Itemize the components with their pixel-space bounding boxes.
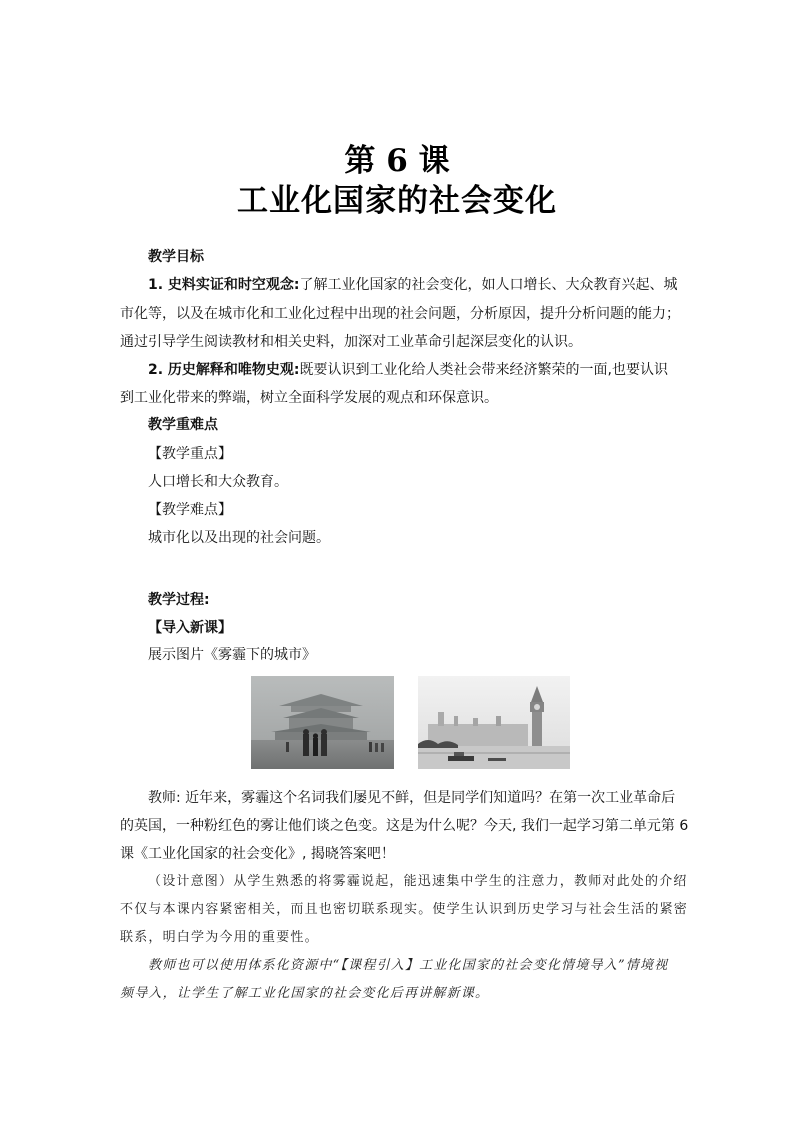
objective-1-text: 了解工业化国家的社会变化，如人口增长、大众教育兴起、城 bbox=[299, 277, 678, 293]
design-line-1: （设计意图）从学生熟悉的将雾霾说起，能迅速集中学生的注意力，教师对此处的介绍 bbox=[148, 874, 688, 889]
teacher-line-1: 教师: 近年来，雾霾这个名词我们屡见不鲜，但是同学们知道吗？在第一次工业革命后 bbox=[148, 790, 676, 806]
smog-temple-photo bbox=[251, 676, 394, 769]
intro-label: 【导入新课】 bbox=[148, 620, 232, 636]
smog-london-photo bbox=[418, 676, 570, 769]
resource-line-2: 频导入，让学生了解工业化国家的社会变化后再讲解新课。 bbox=[120, 986, 490, 1001]
objective-2-text: 既要认识到工业化给人类社会带来经济繁荣的一面,也要认识 bbox=[299, 362, 668, 378]
focus-label: 【教学重点】 bbox=[148, 446, 232, 462]
objective-1-line-1 bbox=[148, 275, 708, 295]
objective-1-line-3: 通过引导学生阅读教材和相关史料，加深对工业革命引起深层变化的认识。 bbox=[120, 334, 582, 350]
objective-2-label: 2. 历史解释和唯物史观: bbox=[148, 362, 300, 378]
design-line-2: 不仅与本课内容紧密相关，而且也密切联系现实。使学生认识到历史学习与社会生活的紧密 bbox=[120, 902, 689, 917]
intro-text: 展示图片《雾霾下的城市》 bbox=[148, 647, 316, 663]
difficulty-label: 【教学难点】 bbox=[148, 502, 232, 518]
lesson-title: 工业化国家的社会变化 bbox=[237, 183, 557, 219]
objective-1-line-2: 市化等，以及在城市化和工业化过程中出现的社会问题，分析原因，提升分析问题的能力； bbox=[120, 306, 680, 322]
lesson-number: 第 6 课 bbox=[344, 143, 450, 179]
resource-line-1: 教师也可以使用体系化资源中“【课程引入】工业化国家的社会变化情境导入”情境视 bbox=[148, 958, 669, 973]
process-heading: 教学过程: bbox=[148, 592, 210, 608]
design-line-3: 联系，明白学为今用的重要性。 bbox=[120, 930, 319, 945]
objective-2-line-2: 到工业化带来的弊端，树立全面科学发展的观点和环保意识。 bbox=[120, 390, 498, 406]
objective-2-line-1 bbox=[148, 360, 708, 380]
objective-1-label: 1. 史料实证和时空观念: bbox=[148, 277, 300, 293]
teacher-line-3: 课《工业化国家的社会变化》, 揭晓答案吧！ bbox=[120, 846, 395, 862]
teacher-line-2: 的英国，一种粉红色的雾让他们谈之色变。这是为什么呢？今天, 我们一起学习第二单元第 6 bbox=[120, 818, 689, 834]
objectives-heading: 教学目标 bbox=[148, 249, 204, 265]
difficulty-text: 城市化以及出现的社会问题。 bbox=[148, 530, 330, 546]
focus-text: 人口增长和大众教育。 bbox=[148, 474, 288, 490]
key-points-heading: 教学重难点 bbox=[148, 417, 218, 433]
